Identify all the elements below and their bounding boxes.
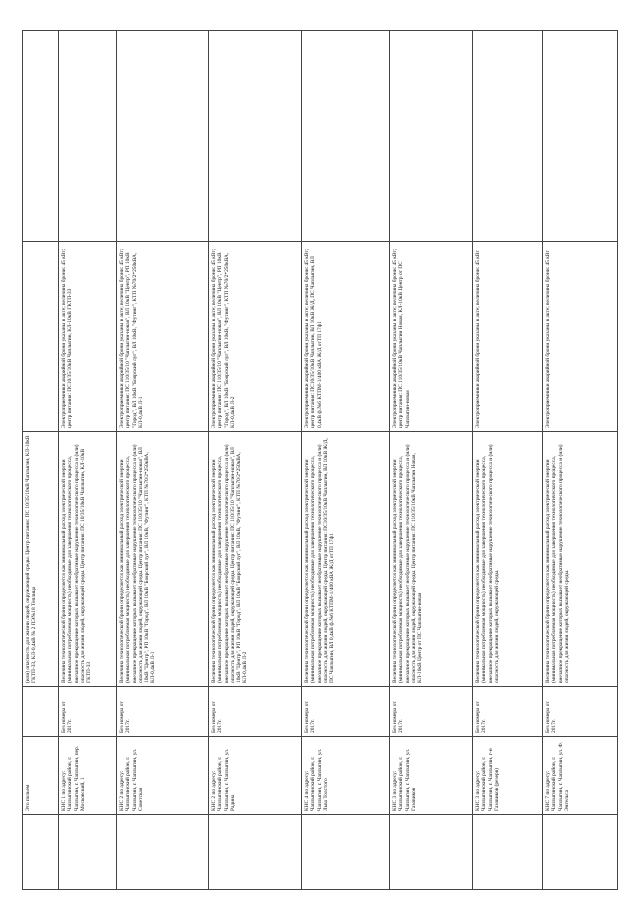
object-address-cell: КНС 4 по адресу: Чаплыгинский район, г. Чаплыгин, г. Чаплыгин, ул. Льва Толстого [302,736,389,814]
object-address-cell: КНС 3 по адресу: Чаплыгинский район, г. Чаплыгин, г. Чаплыгин, ул. Газовиков [390,736,472,814]
object-address-cell: КНС 2 по адресу: Чаплыгинский район, г. Чаплыгин, г. Чаплыгин, ул. Советская [117,736,208,814]
table-cell-empty [117,814,208,889]
permit-cell: Без номера от 2017г. [59,686,116,736]
table-cell-empty [302,814,389,889]
permit-cell: Без номера от 2017г. [117,686,208,736]
reserve-table [22,30,618,890]
emergency-reserve-cell: Электроприемники аварийной брони указаны в акте; величина брони: 45 кВт; центр питания: ПС10/35/10кВ Чаплыгин, КЛ-10кВ ГКТП-33 [59,241,116,431]
table-row [209,31,302,889]
object-address-cell: КНС 3 по адресу: Чаплыгинский район, г. Чаплыгин, г. Чаплыгин, г-н Газовиков (резерв) [473,736,542,814]
table-row [302,31,390,889]
table-cell-empty [543,814,617,889]
object-address-cell: Это польем [23,736,58,814]
table-row [23,31,59,889]
emergency-reserve-cell: Электроприемники аварийной брони указаны в акте; величина брони: 45 кВт; центр питания: ПС 110/35/10кВ Чаплыгин Новая, КЛ-10кВ Центр от ПС Чаплыгин-новая [390,241,472,431]
technological-reserve-cell: Величина технологической брони определяется как минимальный расход электрической энергии (минимальная потребляемая мощность) необходимые для завершения технологического процесса, внезапное прекращение которых вызывает необратимые нарушение технологического процесса и (или) опасность для жизни людей, окружающей среды. Центр питания: ПС10/35/10кВ Чаплыгин, ВЛ 10кВ Ж/Д, ПС Чаплыгин, ВЛ 0,4кВ ф.№6 КТПМ-1/400 кВА Ж/Д отТП 17ф1 [302,431,389,686]
table-row [390,31,473,889]
permit-cell: Без номера от 2017г. [543,686,617,736]
table-cell-empty [302,31,389,241]
technological-reserve-cell: Величина технологической брони определяется как минимальный расход электрической энергии (минимальная потребляемая мощность) необходимые для завершения технологического процесса, внезапное прекращение которых вызывает необратимые нарушение технологического процесса и (или) опасность для жизни людей, окружающей среды. Центр питания: ПС 110/35/10 "Чаплыгин-новая", ВЛ 10кВ "Центр", РП 10кВ "Город", ВЛ 10кВ "Боярский луг", ВЛ 10кВ, "Футинг", КТП №70/2*250кВА, КЛ-0,4кВ Л-2 [209,431,301,686]
table-cell-empty [23,31,58,241]
table-row [59,31,117,889]
table-cell-empty [390,31,472,241]
table-cell-empty [543,31,617,241]
technological-reserve-cell: Величина технологической брони определяется как минимальный расход электрической энергии (минимальная потребляемая мощность) необходимые для завершения технологического процесса, внезапное прекращение которых вызывает необратимые нарушение технологического процесса и (или) опасность для жизни людей, окружающей среды. Центр питания: ПС 110/35/10кВ Чаплыгин Новая, КЛ-10кВ Центр от ПС Чаплыгин-новая [390,431,472,686]
table-cell-empty [59,814,116,889]
technological-reserve-cell: Величина технологической брони определяется как минимальный расход электрической энергии (минимальная потребляемая мощность) необходимые для завершения технологического процесса, внезапное прекращение которых вызывает необратимые нарушение технологического процесса и (или) опасность для жизни людей, окружающей среды. [543,431,617,686]
table-cell-empty [23,814,58,889]
technological-reserve-cell: (или) опасность для жизни людей, окружающей среды. Центр питания: ПС 10/35/10кВ Чаплыгин, КЛ-10кВ ГКТП-33, КЛ-0,4кВ № 2 ПЭ№18 Теплица [23,431,58,686]
table-cell-empty [473,814,542,889]
table-row [473,31,543,889]
object-address-cell: КНС 7 по адресу: Чаплыгинский район, г. Чаплыгин, г. Чаплыгин, ул. Ф. Энгельса [543,736,617,814]
table-cell-empty [117,31,208,241]
technological-reserve-cell: Величина технологической брони определяется как минимальный расход электрической энергии (минимальная потребляемая мощность) необходимые для завершения технологического процесса, внезапное прекращение которых вызывает необратимые нарушение технологического процесса и (или) опасность для жизни людей, окружающей среды. Центр питания: ПС 10/35/10кВ Чаплыгин, КЛ-10кВ ГКТП-33 [59,431,116,686]
permit-cell: Без номера от 2017г. [209,686,301,736]
table-cell-empty [390,814,472,889]
emergency-reserve-cell: Электроприемники аварийной брони указаны в акте; величина брони: 45 кВт [543,241,617,431]
object-address-cell: КНС 1 по адресу: Чаплыгинский район, г. Чаплыгин, г. Чаплыгин, пер. Московский, 1 [59,736,116,814]
table-row [117,31,209,889]
technological-reserve-cell: Величина технологической брони определяется как минимальный расход электрической энергии (минимальная потребляемая мощность) необходимые для завершения технологического процесса, внезапное прекращение которых вызывает необратимые нарушение технологического процесса и (или) опасность для жизни людей, окружающей среды. Центр питания: ПС 110/35/10 "Чаплыгин-новая", ВЛ 10кВ "Центр", РП 10кВ "Город", ВЛ 10кВ "Боярский луг", ВЛ 10кВ, "Футинг", КТП №70/2*250кВА, КЛ-0,4кВ Л-1 [117,431,208,686]
permit-cell: Без номера от 2017г. [390,686,472,736]
permit-cell: Без номера от 2017г. [302,686,389,736]
table-cell-empty [59,31,116,241]
object-address-cell: КНС 2 по адресу: Чаплыгинский район, г. Чаплыгин, г. Чаплыгин, ул. Радина [209,736,301,814]
permit-cell: Без номера от 2017г. [473,686,542,736]
permit-cell [23,686,58,736]
emergency-reserve-cell: Электроприемники аварийной брони указаны в акте; величина брони: 45 кВт; центр питания: ПС10/35/10кВ Чаплыгин, ВЛ 10кВ Ж/Д, ПС Чаплыгин, ВЛ 0,4кВ ф.№6 КТПМ-1/400 кВА Ж/Д отТП 17ф1 [302,241,389,431]
table-cell-empty [209,814,301,889]
table-cell-empty [209,31,301,241]
emergency-reserve-cell: Электроприемники аварийной брони указаны в акте; величина брони: 45 кВт; центр питания: ПС 110/35/10 "Чаплыгин-новая", ВЛ 10кВ "Центр", РП 10кВ "Город", ВЛ 10кВ "Боярский луг", ВЛ 10кВ, "Футинг", КТП №70/2*250кВА, КЛ-0,4кВ Л-2 [209,241,301,431]
emergency-reserve-cell [23,241,58,431]
emergency-reserve-cell: Электроприемники аварийной брони указаны в акте; величина брони: 45 кВт; центр питания: ПС 110/35/10 "Чаплыгин-новая", ВЛ 10кВ "Центр", РП 10кВ "Город", ВЛ 10кВ "Боярский луг", ВЛ 10кВ, "Футинг", КТП №70/2*250кВА, КЛ-0,4кВ Л-1 [117,241,208,431]
technological-reserve-cell: Величина технологической брони определяется как минимальный расход электрической энергии (минимальная потребляемая мощность) необходимые для завершения технологического процесса, внезапное прекращение которых вызывает необратимые нарушение технологического процесса и (или) опасность для жизни людей, окружающей среды. [473,431,542,686]
emergency-reserve-cell: Электроприемники аварийной брони указаны в акте; величина брони: 45 кВт [473,241,542,431]
table-row [543,31,617,889]
table-cell-empty [473,31,542,241]
